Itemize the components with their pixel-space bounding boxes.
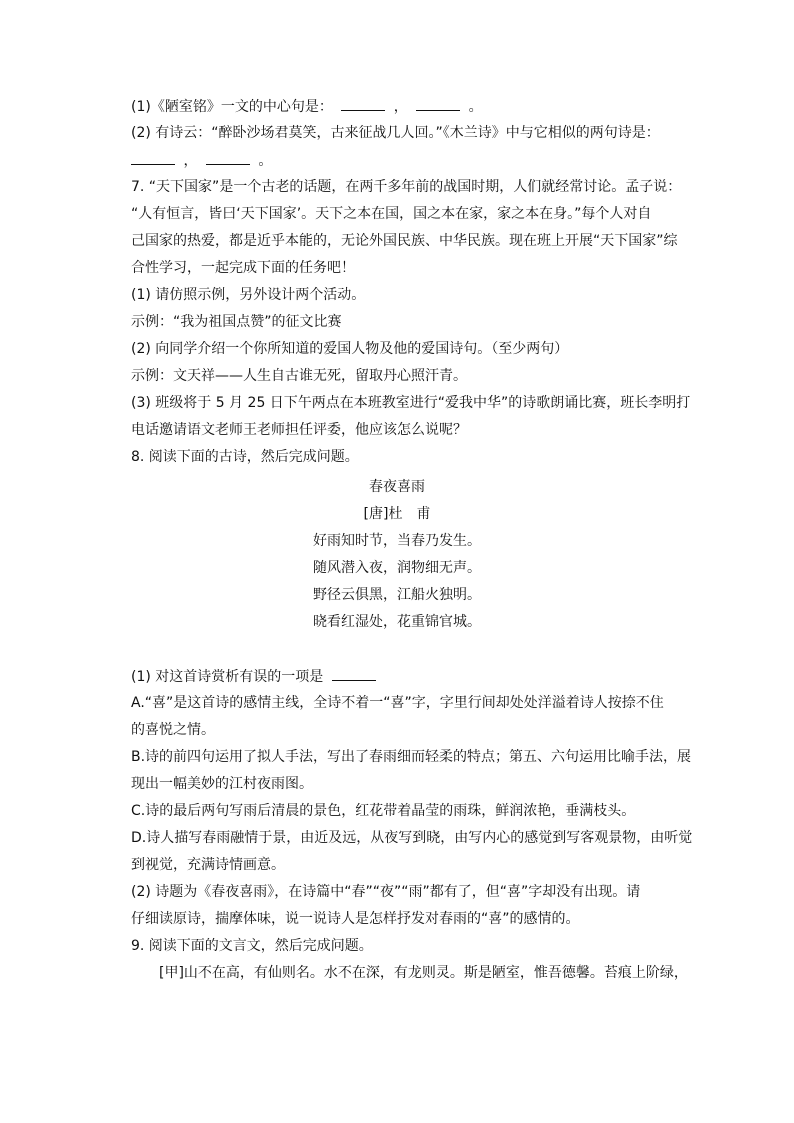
answer-blank[interactable] [131,150,175,165]
separator: ， [393,99,408,115]
poem-title: 春夜喜雨 [369,479,425,495]
poem-author: [唐]杜 甫 [363,506,431,522]
q9-passage-line: [甲]山不在高，有仙则名。水不在深，有龙则灵。斯是陋室，惟吾德馨。苔痕上阶绿， [159,965,688,981]
separator: ， [183,153,198,169]
answer-blank[interactable] [416,96,460,111]
q8-sub1 [131,666,691,687]
poem-line: 好雨知时节，当春乃发生。 [313,533,481,549]
option-c-line: C.诗的最后两句写雨后清晨的景色，红花带着晶莹的雨珠，鲜润浓艳，垂满枝头。 [131,803,636,819]
q7-text-line: “人有恒言，皆曰‘天下国家’。天下之本在国，国之本在家，家之本在身。”每个人对自 [131,206,652,222]
q7-text-line: 7. “天下国家”是一个古老的话题，在两千多年前的战国时期，人们就经常讨论。孟子说： [131,179,682,195]
option-b-line: B.诗的前四句运用了拟人手法，写出了春雨细而轻柔的特点；第五、六句运用比喻手法，展 [131,749,692,765]
q7-text-line: 合性学习，一起完成下面的任务吧！ [131,260,355,276]
option-a-line: 的喜悦之情。 [131,722,215,738]
q7-sub3-line: 电话邀请语文老师王老师担任评委，他应该怎么说呢？ [131,422,467,438]
q8-sub2-line: 仔细读原诗，揣摩体味，说一说诗人是怎样抒发对春雨的“喜”的感情的。 [131,911,580,927]
answer-blank[interactable] [332,666,376,681]
q7-example2: 示例：文天祥——人生自古谁无死，留取丹心照汗青。 [131,368,467,384]
option-b-line: 现出一幅美妙的江村夜雨图。 [131,776,313,792]
q7-sub1: (1) 请仿照示例，另外设计两个活动。 [131,287,366,303]
q7-sub3-line: (3) 班级将于 5 月 25 日下午两点在本班教室进行“爱我中华”的诗歌朗诵比赛，班长李明打 [131,395,691,411]
q6-sub2: (2) 有诗云：“醉卧沙场君莫笑，古来征战几人回。”《木兰诗》中与它相似的两句诗是： [131,125,660,141]
answer-blank[interactable] [341,96,385,111]
option-d-line: 到视觉，充满诗情画意。 [131,857,285,873]
poem-line: 晓看红湿处，花重锦官城。 [313,614,481,630]
option-d-line: D.诗人描写春雨融情于景，由近及远，从夜写到晓，由写内心的感觉到写客观景物，由听觉 [131,830,693,846]
q7-example1: 示例：“我为祖国点赞”的征文比赛 [131,314,342,330]
answer-blank[interactable] [206,150,250,165]
poem-line: 野径云俱黑，江船火独明。 [313,587,481,603]
period: 。 [258,153,273,169]
option-a-line: A.“喜”是这首诗的感情主线，全诗不着一“喜”字，字里行间却处处洋溢着诗人按捺不住 [131,695,664,711]
q7-sub2: (2) 向同学介绍一个你所知道的爱国人物及他的爱国诗句。（至少两句） [131,341,569,357]
q7-text-line: 己国家的热爱，都是近乎本能的，无论外国民族、中华民族。现在班上开展“天下国家”综 [131,233,678,249]
q6-sub1 [131,96,691,117]
q8-intro: 8. 阅读下面的古诗，然后完成问题。 [131,449,359,465]
poem-line: 随风潜入夜，润物细无声。 [313,560,481,576]
period: 。 [468,99,483,115]
q8-sub2-line: (2) 诗题为《春夜喜雨》，在诗篇中“春”“夜”“雨”都有了，但“喜”字却没有出现。请 [131,884,641,900]
q6-sub1-text: (1)《陋室铭》一文的中心句是： [131,99,333,115]
q9-intro: 9. 阅读下面的文言文，然后完成问题。 [131,938,373,954]
q8-sub1-text: (1) 对这首诗赏析有误的一项是 [131,669,324,685]
q6-sub2-answer [131,150,691,171]
